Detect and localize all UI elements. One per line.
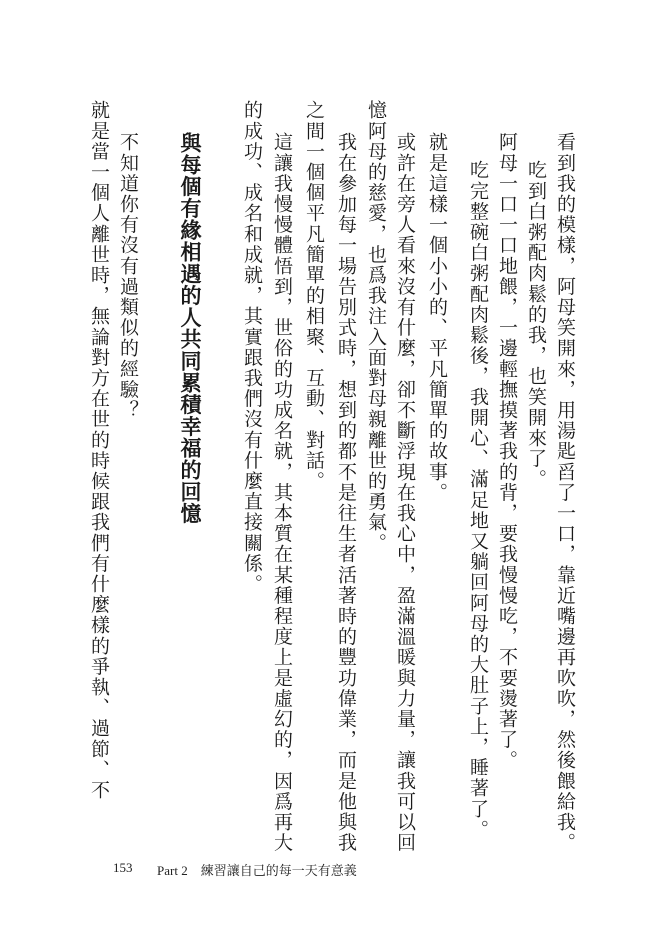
text-column: 不知道你有沒有過類似的經驗？ xyxy=(117,132,139,421)
text-column: 就是當一個人離世時，無論對方在世的時候跟我們有什麼樣的爭執、過節、不 xyxy=(88,100,110,801)
section-heading: 與每個有緣相遇的人共同累積幸福的回憶 xyxy=(178,132,202,525)
text-column: 之間一個個平凡簡單的相聚、互動、對話。 xyxy=(303,100,325,492)
page-number: 153 xyxy=(113,860,133,875)
text-column: 吃到白粥配肉鬆的我，也笑開來了。 xyxy=(525,160,547,490)
text-column: 阿母一口一口地餵，一邊輕撫摸著我的背，要我慢慢吃，不要燙著了。 xyxy=(496,132,518,771)
text-column: 就是這樣一個小小的、平凡簡單的故事。 xyxy=(426,132,448,503)
text-column: 看到我的模樣，阿母笑開來，用湯匙舀了一口，靠近嘴邊再吹吹，然後餵給我。 xyxy=(554,132,576,853)
text-column: 這讓我慢慢體悟到，世俗的功成名就，其本質在某種程度上是虛幻的，因爲再大 xyxy=(271,132,293,853)
text-column: 的成功、成名和成就，其實跟我們沒有什麼直接關係。 xyxy=(241,100,263,595)
text-column: 吃完整碗白粥配肉鬆後，我開心、滿足地又躺回阿母的大肚子上，睡著了。 xyxy=(467,160,489,840)
text-column: 憶阿母的慈愛，也爲我注入面對母親離世的勇氣。 xyxy=(365,100,387,554)
running-head: Part 2 練習讓自己的每一天有意義 xyxy=(157,863,357,878)
text-column: 我在參加每一場告別式時，想到的都不是往生者活著時的豐功偉業，而是他與我 xyxy=(335,132,357,853)
text-column: 或許在旁人看來沒有什麼，卻不斷浮現在我心中，盈滿溫暖與力量，讓我可以回 xyxy=(394,132,416,853)
